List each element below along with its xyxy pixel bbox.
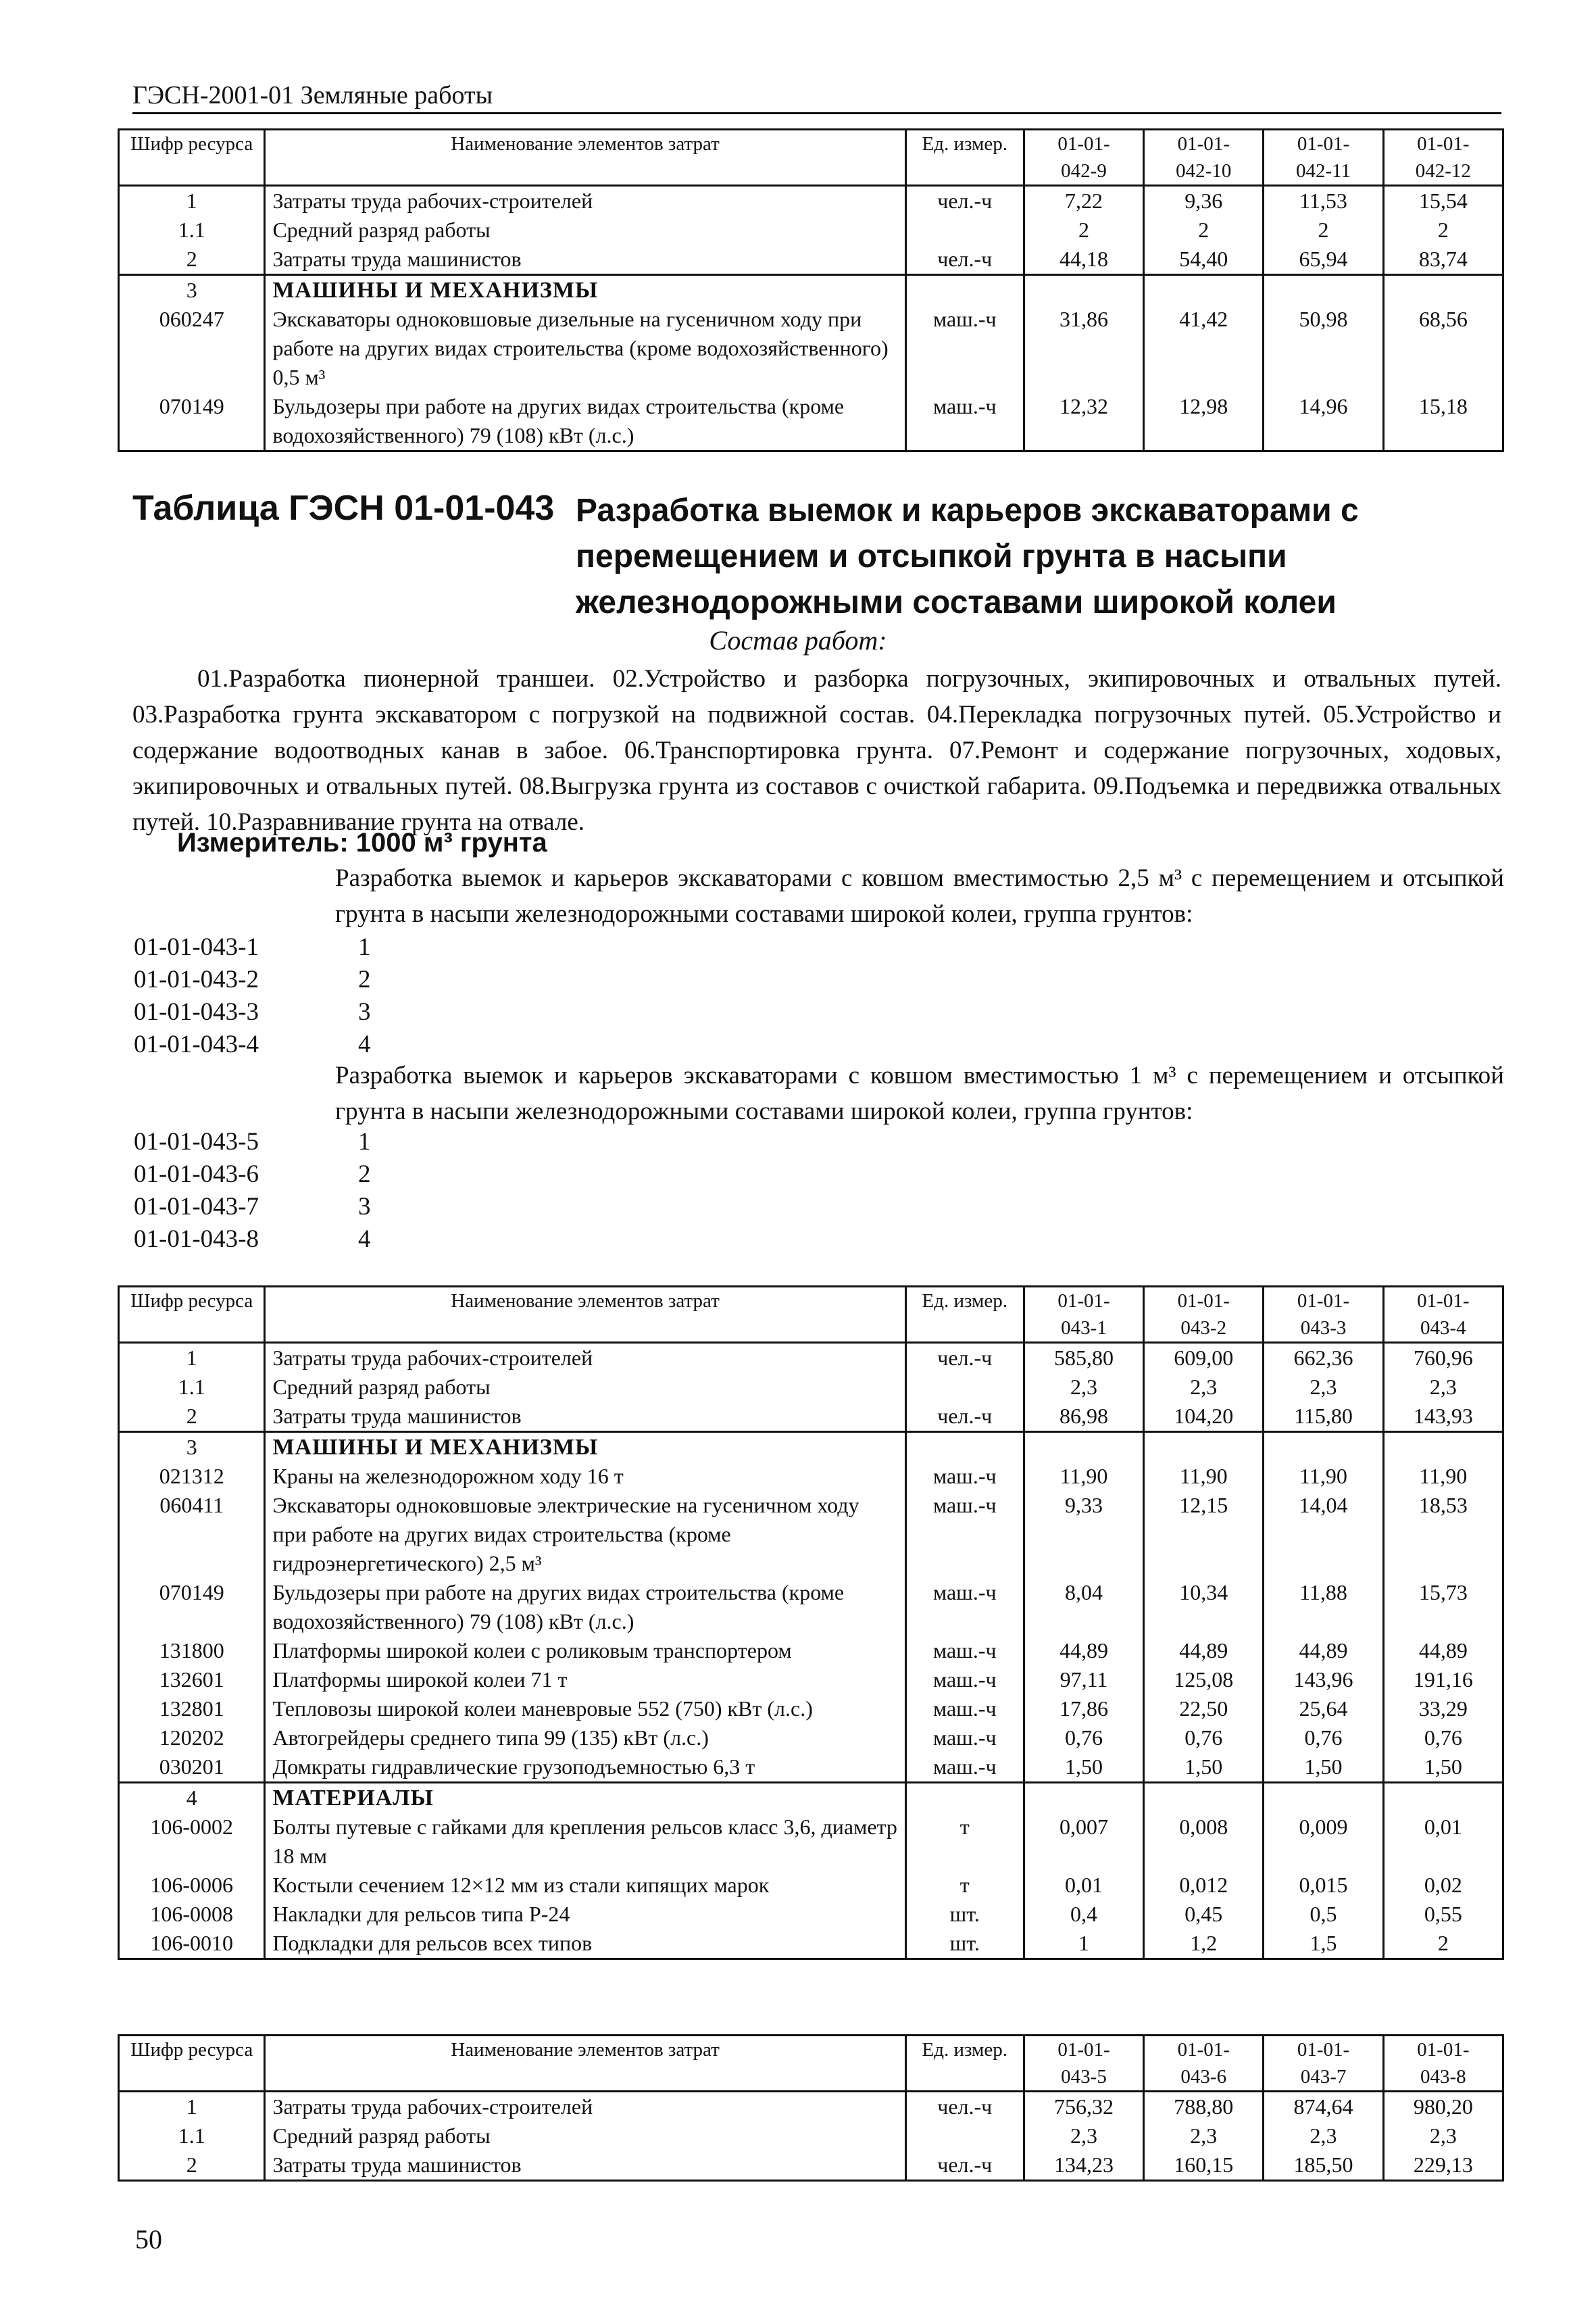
header-norm-code: 01-01- 042-11 bbox=[1264, 130, 1383, 186]
resource-code: 021312 bbox=[119, 1462, 265, 1491]
value-cell: 11,88 bbox=[1264, 1578, 1383, 1636]
value-cell: 1,5 bbox=[1264, 1929, 1383, 1959]
value-cell: 0,008 bbox=[1144, 1813, 1264, 1871]
header-cost-name: Наименование элементов затрат bbox=[265, 1287, 905, 1343]
table-row bbox=[119, 1929, 1503, 1959]
table-row bbox=[119, 1665, 1503, 1694]
resource-code: 030201 bbox=[119, 1752, 265, 1783]
table-row bbox=[119, 1402, 1503, 1432]
value-cell: 229,13 bbox=[1383, 2150, 1503, 2181]
unit bbox=[905, 2121, 1024, 2150]
cost-name: Бульдозеры при работе на других видах строительства (кроме водохозяйственного) 79 (108) кВт (л.с.) bbox=[265, 392, 905, 451]
norm-code: 01-01-043-5 bbox=[134, 1128, 259, 1156]
value-cell: 11,90 bbox=[1383, 1462, 1503, 1491]
value-cell: 0,5 bbox=[1264, 1900, 1383, 1929]
cost-name: Болты путевые с гайками для крепления рельсов класс 3,6, диаметр 18 мм bbox=[265, 1813, 905, 1871]
norm-code: 01-01-043-4 bbox=[134, 1031, 259, 1058]
cost-name: Затраты труда машинистов bbox=[265, 245, 905, 275]
value-cell: 10,34 bbox=[1144, 1578, 1264, 1636]
resource-code: 1 bbox=[119, 186, 265, 216]
value-cell: 54,40 bbox=[1144, 245, 1264, 275]
norm-code: 01-01-043-1 bbox=[134, 933, 259, 961]
unit bbox=[905, 216, 1024, 245]
value-cell: 9,36 bbox=[1144, 186, 1264, 216]
value-cell: 44,89 bbox=[1383, 1636, 1503, 1665]
table-row bbox=[119, 2150, 1503, 2181]
resource-code: 1.1 bbox=[119, 216, 265, 245]
value-cell: 115,80 bbox=[1264, 1402, 1383, 1432]
unit: маш.-ч bbox=[905, 1578, 1024, 1636]
table-row bbox=[119, 2092, 1503, 2122]
table-row bbox=[119, 216, 1503, 245]
value-cell: 125,08 bbox=[1144, 1665, 1264, 1694]
value-cell: 12,98 bbox=[1144, 392, 1264, 451]
value-cell: 25,64 bbox=[1264, 1694, 1383, 1723]
value-cell: 1 bbox=[1024, 1929, 1143, 1959]
value-cell: 0,009 bbox=[1264, 1813, 1383, 1871]
resource-table-043-1-4 bbox=[118, 1285, 1504, 1960]
value-cell: 7,22 bbox=[1024, 186, 1143, 216]
unit: маш.-ч bbox=[905, 1636, 1024, 1665]
value-cell: 2,3 bbox=[1264, 2121, 1383, 2150]
table-row bbox=[119, 186, 1503, 216]
cost-name: Краны на железнодорожном ходу 16 т bbox=[265, 1462, 905, 1491]
table-row bbox=[119, 1752, 1503, 1783]
resource-code: 120202 bbox=[119, 1723, 265, 1752]
header-cost-name: Наименование элементов затрат bbox=[265, 2036, 905, 2092]
value-cell: 22,50 bbox=[1144, 1694, 1264, 1723]
table-row bbox=[119, 1462, 1503, 1491]
soil-group: 2 bbox=[358, 1160, 371, 1188]
section-heading: МАШИНЫ И МЕХАНИЗМЫ bbox=[265, 1432, 905, 1462]
table-row bbox=[119, 245, 1503, 275]
header-norm-code: 01-01- 043-3 bbox=[1264, 1287, 1383, 1343]
soil-group: 1 bbox=[358, 933, 371, 961]
header-norm-code: 01-01- 043-8 bbox=[1383, 2036, 1503, 2092]
unit bbox=[905, 1783, 1024, 1813]
value-cell bbox=[1264, 275, 1383, 305]
unit: чел.-ч bbox=[905, 245, 1024, 275]
value-cell: 44,89 bbox=[1144, 1636, 1264, 1665]
unit: чел.-ч bbox=[905, 2092, 1024, 2122]
value-cell: 662,36 bbox=[1264, 1343, 1383, 1373]
group-description: Разработка выемок и карьеров экскаваторами с ковшом вместимостью 2,5 м³ с перемещением и отсыпкой грунта в насыпи железнодорожными составами широкой колеи, группа грунтов: bbox=[335, 864, 1504, 928]
value-cell: 18,53 bbox=[1383, 1491, 1503, 1578]
norm-code: 01-01-043-8 bbox=[134, 1225, 259, 1253]
header-norm-code: 01-01- 043-2 bbox=[1144, 1287, 1264, 1343]
value-cell: 2 bbox=[1024, 216, 1143, 245]
resource-code: 1.1 bbox=[119, 2121, 265, 2150]
header-unit: Ед. измер. bbox=[905, 1287, 1024, 1343]
resource-code: 3 bbox=[119, 275, 265, 305]
value-cell: 33,29 bbox=[1383, 1694, 1503, 1723]
composition-text: 01.Разработка пионерной траншеи. 02.Устройство и разборка погрузочных, экипировочных и отвальных путей. 03.Разработка грунта экскаватором с погрузкой на подвижной состав. 04.Перекладка погрузочных путей. 05.Устройство и содержание водоотводных канав в забое. 06.Транспортировка грунта. 07.Ремонт и содержание погрузочных, ходовых, экипировочных и отвальных путей. 08.Выгрузка грунта из составов с очисткой габарита. 09.Подъемка и передвижка отвальных путей. 10.Разравнивание грунта на отвале. bbox=[132, 665, 1501, 836]
value-cell: 44,89 bbox=[1264, 1636, 1383, 1665]
cost-name: Тепловозы широкой колеи маневровые 552 (750) кВт (л.с.) bbox=[265, 1694, 905, 1723]
table-row bbox=[119, 1813, 1503, 1871]
resource-table-042 bbox=[118, 128, 1504, 452]
value-cell bbox=[1383, 275, 1503, 305]
value-cell bbox=[1144, 275, 1264, 305]
value-cell: 0,4 bbox=[1024, 1900, 1143, 1929]
value-cell: 143,96 bbox=[1264, 1665, 1383, 1694]
table-row bbox=[119, 1636, 1503, 1665]
cost-name: Накладки для рельсов типа Р-24 bbox=[265, 1900, 905, 1929]
value-cell: 0,015 bbox=[1264, 1871, 1383, 1900]
value-cell: 41,42 bbox=[1144, 305, 1264, 392]
unit: шт. bbox=[905, 1929, 1024, 1959]
value-cell: 15,54 bbox=[1383, 186, 1503, 216]
value-cell: 11,90 bbox=[1264, 1462, 1383, 1491]
value-cell: 11,53 bbox=[1264, 186, 1383, 216]
header-norm-code: 01-01- 042-9 bbox=[1024, 130, 1143, 186]
value-cell: 0,45 bbox=[1144, 1900, 1264, 1929]
norm-code-list bbox=[134, 931, 371, 1061]
resource-code: 131800 bbox=[119, 1636, 265, 1665]
value-cell: 1,2 bbox=[1144, 1929, 1264, 1959]
value-cell bbox=[1144, 1432, 1264, 1462]
value-cell: 2,3 bbox=[1383, 1373, 1503, 1402]
header-norm-code: 01-01- 043-1 bbox=[1024, 1287, 1143, 1343]
value-cell: 585,80 bbox=[1024, 1343, 1143, 1373]
cost-name: Экскаваторы одноковшовые электрические на гусеничном ходу при работе на других видах строительства (кроме гидроэнергетического) 2,5 м³ bbox=[265, 1491, 905, 1578]
value-cell: 50,98 bbox=[1264, 305, 1383, 392]
cost-name: Затраты труда машинистов bbox=[265, 1402, 905, 1432]
soil-group: 4 bbox=[358, 1225, 371, 1253]
unit: маш.-ч bbox=[905, 1723, 1024, 1752]
value-cell bbox=[1024, 1432, 1143, 1462]
table-row bbox=[119, 1723, 1503, 1752]
value-cell: 191,16 bbox=[1383, 1665, 1503, 1694]
value-cell: 2,3 bbox=[1144, 1373, 1264, 1402]
cost-name: Экскаваторы одноковшовые дизельные на гусеничном ходу при работе на других видах строительства (кроме водохозяйственного) 0,5 м³ bbox=[265, 305, 905, 392]
unit: чел.-ч bbox=[905, 2150, 1024, 2181]
value-cell: 0,55 bbox=[1383, 1900, 1503, 1929]
value-cell: 104,20 bbox=[1144, 1402, 1264, 1432]
unit: чел.-ч bbox=[905, 1402, 1024, 1432]
page-number: 50 bbox=[135, 2224, 162, 2255]
meter-label: Измеритель: 1000 м³ грунта bbox=[177, 828, 547, 858]
resource-code: 106-0002 bbox=[119, 1813, 265, 1871]
cost-name: Затраты труда рабочих-строителей bbox=[265, 2092, 905, 2122]
value-cell bbox=[1024, 1783, 1143, 1813]
value-cell: 68,56 bbox=[1383, 305, 1503, 392]
value-cell: 0,012 bbox=[1144, 1871, 1264, 1900]
table-header-row bbox=[119, 130, 1503, 186]
table-row bbox=[119, 2121, 1503, 2150]
resource-code: 1 bbox=[119, 1343, 265, 1373]
resource-code: 106-0008 bbox=[119, 1900, 265, 1929]
cost-name: Платформы широкой колеи 71 т bbox=[265, 1665, 905, 1694]
cost-name: Автогрейдеры среднего типа 99 (135) кВт (л.с.) bbox=[265, 1723, 905, 1752]
list-item bbox=[134, 1158, 371, 1191]
section-heading: МАТЕРИАЛЫ bbox=[265, 1783, 905, 1813]
value-cell: 31,86 bbox=[1024, 305, 1143, 392]
table-row bbox=[119, 1694, 1503, 1723]
value-cell: 788,80 bbox=[1144, 2092, 1264, 2122]
resource-code: 2 bbox=[119, 1402, 265, 1432]
value-cell: 14,96 bbox=[1264, 392, 1383, 451]
value-cell: 1,50 bbox=[1144, 1752, 1264, 1783]
soil-group: 2 bbox=[358, 966, 371, 993]
unit: маш.-ч bbox=[905, 1694, 1024, 1723]
resource-code: 060247 bbox=[119, 305, 265, 392]
resource-table-043-5-8 bbox=[118, 2034, 1504, 2182]
header-norm-code: 01-01- 043-7 bbox=[1264, 2036, 1383, 2092]
soil-group: 1 bbox=[358, 1128, 371, 1156]
value-cell bbox=[1264, 1783, 1383, 1813]
norm-code-list bbox=[134, 1126, 371, 1256]
unit: маш.-ч bbox=[905, 1491, 1024, 1578]
value-cell: 2,3 bbox=[1024, 2121, 1143, 2150]
value-cell: 83,74 bbox=[1383, 245, 1503, 275]
table-row bbox=[119, 1578, 1503, 1636]
value-cell: 0,02 bbox=[1383, 1871, 1503, 1900]
value-cell: 12,32 bbox=[1024, 392, 1143, 451]
value-cell: 11,90 bbox=[1144, 1462, 1264, 1491]
value-cell: 756,32 bbox=[1024, 2092, 1143, 2122]
value-cell: 44,89 bbox=[1024, 1636, 1143, 1665]
value-cell: 0,007 bbox=[1024, 1813, 1143, 1871]
header-resource-code: Шифр ресурса bbox=[119, 1287, 265, 1343]
list-item bbox=[134, 931, 371, 964]
unit: т bbox=[905, 1871, 1024, 1900]
value-cell: 2 bbox=[1383, 1929, 1503, 1959]
value-cell: 65,94 bbox=[1264, 245, 1383, 275]
value-cell: 0,76 bbox=[1264, 1723, 1383, 1752]
unit: маш.-ч bbox=[905, 1665, 1024, 1694]
value-cell: 2 bbox=[1264, 216, 1383, 245]
value-cell: 0,01 bbox=[1383, 1813, 1503, 1871]
header-norm-code: 01-01- 043-6 bbox=[1144, 2036, 1264, 2092]
value-cell: 2,3 bbox=[1264, 1373, 1383, 1402]
cost-name: Домкраты гидравлические грузоподъемностью 6,3 т bbox=[265, 1752, 905, 1783]
header-resource-code: Шифр ресурса bbox=[119, 130, 265, 186]
resource-code: 2 bbox=[119, 2150, 265, 2181]
resource-code: 070149 bbox=[119, 1578, 265, 1636]
norm-code: 01-01-043-3 bbox=[134, 998, 259, 1026]
value-cell: 17,86 bbox=[1024, 1694, 1143, 1723]
soil-group: 3 bbox=[358, 998, 371, 1026]
value-cell bbox=[1383, 1783, 1503, 1813]
table-row bbox=[119, 1343, 1503, 1373]
header-unit: Ед. измер. bbox=[905, 2036, 1024, 2092]
resource-code: 070149 bbox=[119, 392, 265, 451]
table-header-row bbox=[119, 1287, 1503, 1343]
value-cell: 980,20 bbox=[1383, 2092, 1503, 2122]
value-cell: 14,04 bbox=[1264, 1491, 1383, 1578]
value-cell: 15,73 bbox=[1383, 1578, 1503, 1636]
cost-name: Средний разряд работы bbox=[265, 216, 905, 245]
value-cell: 160,15 bbox=[1144, 2150, 1264, 2181]
unit: шт. bbox=[905, 1900, 1024, 1929]
value-cell: 44,18 bbox=[1024, 245, 1143, 275]
norm-code: 01-01-043-2 bbox=[134, 966, 259, 993]
composition-heading: Состав работ: bbox=[709, 625, 887, 656]
table-row bbox=[119, 1900, 1503, 1929]
resource-code: 106-0010 bbox=[119, 1929, 265, 1959]
soil-group: 3 bbox=[358, 1193, 371, 1221]
value-cell: 0,76 bbox=[1144, 1723, 1264, 1752]
unit bbox=[905, 275, 1024, 305]
table-row bbox=[119, 1373, 1503, 1402]
value-cell: 11,90 bbox=[1024, 1462, 1143, 1491]
table-row bbox=[119, 1432, 1503, 1462]
resource-code: 3 bbox=[119, 1432, 265, 1462]
cost-name: Затраты труда рабочих-строителей bbox=[265, 186, 905, 216]
resource-code: 132601 bbox=[119, 1665, 265, 1694]
value-cell: 0,01 bbox=[1024, 1871, 1143, 1900]
header-norm-code: 01-01- 042-10 bbox=[1144, 130, 1264, 186]
value-cell: 609,00 bbox=[1144, 1343, 1264, 1373]
cost-name: Подкладки для рельсов всех типов bbox=[265, 1929, 905, 1959]
table-row bbox=[119, 1491, 1503, 1578]
cost-name: Бульдозеры при работе на других видах строительства (кроме водохозяйственного) 79 (108) кВт (л.с.) bbox=[265, 1578, 905, 1636]
header-norm-code: 01-01- 043-4 bbox=[1383, 1287, 1503, 1343]
cost-name: Платформы широкой колеи с роликовым транспортером bbox=[265, 1636, 905, 1665]
list-item bbox=[134, 1126, 371, 1158]
unit bbox=[905, 1373, 1024, 1402]
value-cell: 874,64 bbox=[1264, 2092, 1383, 2122]
list-item bbox=[134, 1029, 371, 1061]
list-item bbox=[134, 1223, 371, 1256]
resource-code: 132801 bbox=[119, 1694, 265, 1723]
soil-group: 4 bbox=[358, 1031, 371, 1058]
unit bbox=[905, 1432, 1024, 1462]
resource-code: 2 bbox=[119, 245, 265, 275]
value-cell: 1,50 bbox=[1383, 1752, 1503, 1783]
norm-code: 01-01-043-6 bbox=[134, 1160, 259, 1188]
value-cell: 2,3 bbox=[1024, 1373, 1143, 1402]
value-cell: 134,23 bbox=[1024, 2150, 1143, 2181]
header-cost-name: Наименование элементов затрат bbox=[265, 130, 905, 186]
value-cell: 9,33 bbox=[1024, 1491, 1143, 1578]
cost-name: Затраты труда машинистов bbox=[265, 2150, 905, 2181]
value-cell: 0,76 bbox=[1024, 1723, 1143, 1752]
unit: чел.-ч bbox=[905, 186, 1024, 216]
value-cell bbox=[1264, 1432, 1383, 1462]
table-header-row bbox=[119, 2036, 1503, 2092]
page-header: ГЭСН-2001-01 Земляные работы bbox=[132, 80, 1501, 114]
resource-code: 060411 bbox=[119, 1491, 265, 1578]
value-cell: 1,50 bbox=[1024, 1752, 1143, 1783]
resource-code: 1 bbox=[119, 2092, 265, 2122]
unit: маш.-ч bbox=[905, 392, 1024, 451]
table-row bbox=[119, 305, 1503, 392]
table-row bbox=[119, 1783, 1503, 1813]
value-cell: 12,15 bbox=[1144, 1491, 1264, 1578]
value-cell: 15,18 bbox=[1383, 392, 1503, 451]
unit: маш.-ч bbox=[905, 305, 1024, 392]
value-cell: 97,11 bbox=[1024, 1665, 1143, 1694]
table-row bbox=[119, 275, 1503, 305]
cost-name: Средний разряд работы bbox=[265, 1373, 905, 1402]
resource-code: 106-0006 bbox=[119, 1871, 265, 1900]
value-cell: 760,96 bbox=[1383, 1343, 1503, 1373]
value-cell: 2,3 bbox=[1383, 2121, 1503, 2150]
value-cell bbox=[1144, 1783, 1264, 1813]
value-cell: 185,50 bbox=[1264, 2150, 1383, 2181]
norm-code: 01-01-043-7 bbox=[134, 1193, 259, 1221]
list-item bbox=[134, 964, 371, 996]
value-cell: 2,3 bbox=[1144, 2121, 1264, 2150]
value-cell: 1,50 bbox=[1264, 1752, 1383, 1783]
value-cell bbox=[1383, 1432, 1503, 1462]
header-unit: Ед. измер. bbox=[905, 130, 1024, 186]
header-resource-code: Шифр ресурса bbox=[119, 2036, 265, 2092]
unit: т bbox=[905, 1813, 1024, 1871]
table-title: Разработка выемок и карьеров экскаваторами с перемещением и отсыпкой грунта в насыпи железнодорожными составами широкой колеи bbox=[576, 493, 1359, 620]
section-heading: МАШИНЫ И МЕХАНИЗМЫ bbox=[265, 275, 905, 305]
table-row bbox=[119, 392, 1503, 451]
value-cell: 8,04 bbox=[1024, 1578, 1143, 1636]
list-item bbox=[134, 996, 371, 1029]
value-cell: 86,98 bbox=[1024, 1402, 1143, 1432]
value-cell: 2 bbox=[1383, 216, 1503, 245]
table-row bbox=[119, 1871, 1503, 1900]
value-cell: 2 bbox=[1144, 216, 1264, 245]
cost-name: Затраты труда рабочих-строителей bbox=[265, 1343, 905, 1373]
resource-code: 1.1 bbox=[119, 1373, 265, 1402]
group-description: Разработка выемок и карьеров экскаваторами с ковшом вместимостью 1 м³ с перемещением и отсыпкой грунта в насыпи железнодорожными составами широкой колеи, группа грунтов: bbox=[335, 1062, 1504, 1125]
unit: маш.-ч bbox=[905, 1752, 1024, 1783]
resource-code: 4 bbox=[119, 1783, 265, 1813]
header-norm-code: 01-01- 042-12 bbox=[1383, 130, 1503, 186]
value-cell bbox=[1024, 275, 1143, 305]
value-cell: 0,76 bbox=[1383, 1723, 1503, 1752]
unit: чел.-ч bbox=[905, 1343, 1024, 1373]
table-label: Таблица ГЭСН 01-01-043 bbox=[132, 489, 555, 528]
unit: маш.-ч bbox=[905, 1462, 1024, 1491]
header-norm-code: 01-01- 043-5 bbox=[1024, 2036, 1143, 2092]
cost-name: Средний разряд работы bbox=[265, 2121, 905, 2150]
cost-name: Костыли сечением 12×12 мм из стали кипящих марок bbox=[265, 1871, 905, 1900]
list-item bbox=[134, 1191, 371, 1223]
value-cell: 143,93 bbox=[1383, 1402, 1503, 1432]
